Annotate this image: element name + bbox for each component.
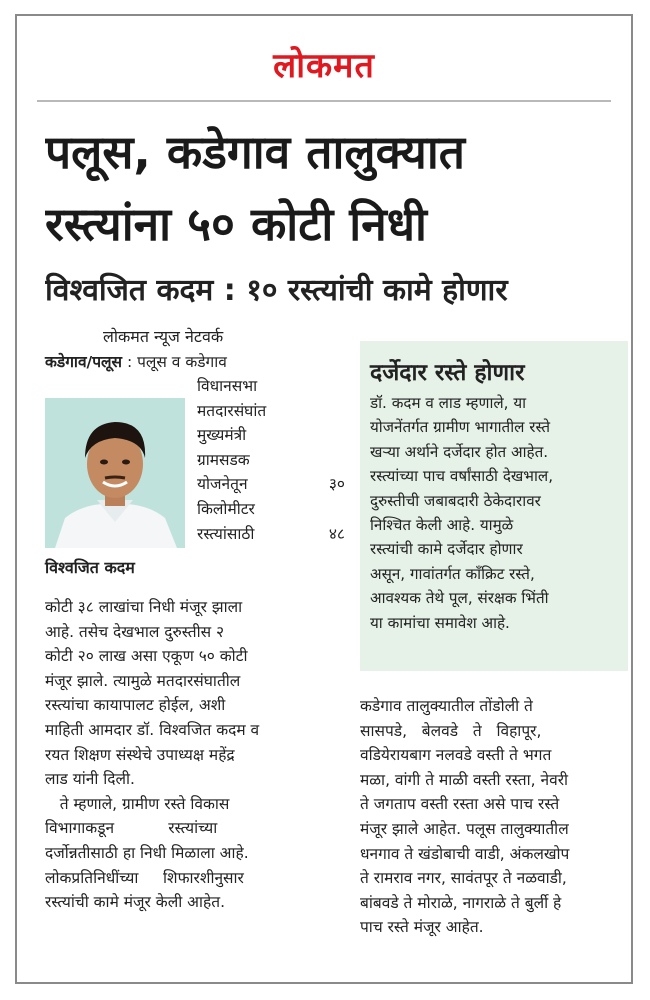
sidebar-box xyxy=(360,341,628,671)
text-line: ते रामराव नगर, सावंतपूर ते नळवाडी, xyxy=(360,869,567,888)
text-line: विभागाकडून रस्त्यांच्या xyxy=(45,819,218,838)
text-line: या कामांचा समावेश आहे. xyxy=(370,613,510,632)
right-column-text xyxy=(360,694,628,940)
text-line: लोकप्रतिनिधींच्या शिफारशीनुसार xyxy=(45,868,244,887)
text-line: बांबवडे ते मोराळे, नागराळे ते बुर्ली हे xyxy=(360,893,562,912)
text-line: असून, गावांतर्गत कॉंक्रिट रस्ते, xyxy=(370,564,535,583)
text-line: पाच रस्ते मंजूर आहेत. xyxy=(360,918,484,937)
text-line: रस्त्यांची कामे मंजूर केली आहेत. xyxy=(45,893,225,912)
bottom-fade xyxy=(17,942,631,982)
sidebar-title: दर्जेदार रस्ते होणार xyxy=(370,360,525,386)
line-number: ४८ xyxy=(328,524,345,543)
text-line: सासपडे, बेलवडे ते विहापूर, xyxy=(360,721,542,740)
text-line: कोटी ३८ लाखांचा निधी मंजूर झाला xyxy=(45,598,243,616)
text-line: माहिती आमदार डॉ. विश्वजित कदम व xyxy=(45,720,260,739)
line-text: योजनेतून xyxy=(197,475,248,494)
text-line: मळा, वांगी ते माळी वस्ती रस्ता, नेवरी xyxy=(360,770,569,789)
headline-line-2: रस्त्यांना ५० कोटी निधी xyxy=(45,197,427,251)
text-line: रयत शिक्षण संस्थेचे उपाध्यक्ष महेंद्र xyxy=(45,745,235,764)
text-line: आवश्यक तेथे पूल, संरक्षक भिंती xyxy=(370,589,549,608)
text-line: डॉ. कदम व लाड म्हणाले, या xyxy=(370,394,527,412)
text-line: धनगाव ते खंडोबाची वाडी, अंकलखोप xyxy=(360,844,570,863)
text-line: वडियेरायबाग नलवडे वस्ती ते भगत xyxy=(360,746,552,765)
text-line xyxy=(197,374,345,399)
text-line: लाड यांनी दिली. xyxy=(45,770,135,789)
text-line xyxy=(197,522,345,547)
text-line: कडेगाव तालुक्यातील तोंडोली ते xyxy=(360,697,533,715)
text-line: रस्त्यांचा कायापालट होईल, अशी xyxy=(45,696,226,715)
text-line: दर्जोन्नतीसाठी हा निधी मिळाला आहे. xyxy=(45,843,249,862)
masthead-divider xyxy=(37,100,611,102)
masthead-logo: लोकमत xyxy=(273,46,375,86)
text-line: निश्चित केली आहे. यामुळे xyxy=(370,516,514,535)
line-text: ग्रामसडक xyxy=(197,450,250,469)
dateline-place: कडेगाव/पलूस xyxy=(45,353,123,371)
line-text: विधानसभा xyxy=(197,377,258,395)
text-line xyxy=(197,423,345,448)
line-text: मुख्यमंत्री xyxy=(197,426,247,445)
text-line: ते जगताप वस्ती रस्ता असे पाच रस्ते xyxy=(360,795,560,814)
text-line: योजनेंतर्गत ग्रामीण भागातील रस्ते xyxy=(370,418,551,437)
sidebar-body xyxy=(370,391,622,635)
headline xyxy=(45,116,625,260)
text-line: ते म्हणाले, ग्रामीण रस्ते विकास xyxy=(45,794,230,813)
text-line: आहे. तसेच देखभाल दुरुस्तीस २ xyxy=(45,622,225,641)
byline: लोकमत न्यूज नेटवर्क xyxy=(103,327,224,346)
portrait-illustration xyxy=(45,398,185,548)
portrait-photo xyxy=(45,398,185,548)
narrow-column xyxy=(197,374,345,546)
text-line: मंजूर झाले. त्यामुळे मतदारसंघातील xyxy=(45,671,241,690)
text-line: कोटी २० लाख असा एकूण ५० कोटी xyxy=(45,647,248,666)
photo-caption: विश्वजित कदम xyxy=(45,558,135,577)
headline-line-1: पलूस, कडेगाव तालुक्यात xyxy=(45,125,465,179)
line-text: मतदारसंघांत xyxy=(197,401,267,420)
text-line xyxy=(197,399,345,424)
text-line xyxy=(197,472,345,497)
newspaper-clipping xyxy=(15,14,633,984)
text-line: मंजूर झाले आहेत. पलूस तालुक्यातील xyxy=(360,819,569,838)
text-line: रस्त्यांच्या पाच वर्षांसाठी देखभाल, xyxy=(370,467,554,486)
line-number: ३० xyxy=(328,475,345,494)
text-line xyxy=(197,448,345,473)
text-line: रस्त्यांची कामे दर्जेदार होणार xyxy=(370,540,523,559)
dateline xyxy=(45,350,345,375)
dateline-text: : पलूस व कडेगाव xyxy=(122,353,227,371)
line-text: रस्त्यांसाठी xyxy=(197,524,255,543)
text-line xyxy=(197,497,345,522)
text-line: खऱ्या अर्थाने दर्जेदार होत आहेत. xyxy=(370,442,549,461)
subheadline: विश्वजित कदम : १० रस्त्यांची कामे होणार xyxy=(45,273,508,308)
left-column-text xyxy=(45,595,347,915)
line-text: किलोमीटर xyxy=(197,499,255,518)
text-line: दुरुस्तीची जबाबदारी ठेकेदारावर xyxy=(370,491,541,510)
